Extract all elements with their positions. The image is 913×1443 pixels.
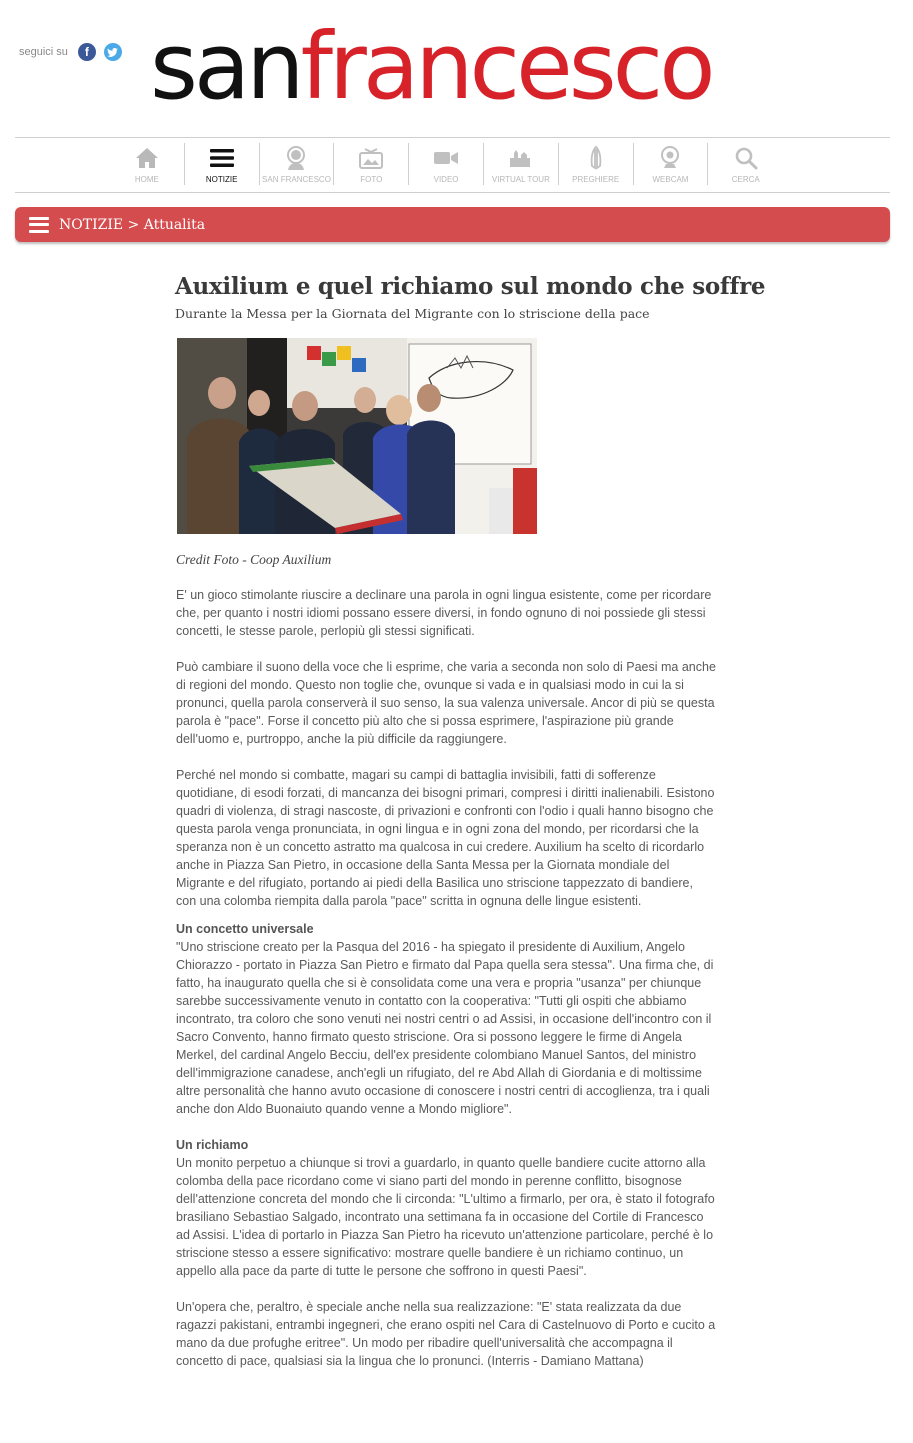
logo-part-san: san [150,13,301,120]
photo-icon [359,146,383,170]
nav-label-home: HOME [134,175,159,184]
nav-item-cerca[interactable] [708,143,783,185]
webcam-icon [659,146,681,170]
follow-label: seguici su [19,46,68,58]
article-paragraph: Un'opera che, peraltro, è speciale anche nella sua realizzazione: "E' stata realizzata da due ragazzi pakistani, entrambi ingegneri, che erano ospiti nel Cara di Castelnuovo di Porto e cucito a mano da due profughe eritree". Un modo per ribadire quell'universalità che accompagna il concetto di pace, qualsiasi sia la lingua che lo pronunci. (Interris - Damiano Mattana) [176,1300,716,1368]
nav-item-notizie[interactable] [185,143,260,185]
photo-credit: Credit Foto - Coop Auxilium [176,552,332,567]
page-title: Auxilium e quel richiamo sul mondo che soffre [175,273,766,300]
breadcrumb-bar [15,207,890,242]
nav-item-video[interactable] [409,143,484,185]
main-nav [110,143,783,185]
video-icon [433,146,459,170]
twitter-icon[interactable] [104,43,122,61]
article-paragraph: "Uno striscione creato per la Pasqua del 2016 - ha spiegato il presidente di Auxilium, Angelo Chiorazzo - portato in Piazza San Pietro e firmato dal Papa quella sera stessa". Una firma che, di fatto, ha inaugurato quella che si è consolidata come una vera e propria "usanza" per chiunque sarebbe successivamente venuto in contatto con la cooperativa: "Tutti gli ospiti che abbiamo incontrato, tra coloro che sono venuti nei nostri centri o ad Assisi, in occasione dell'incontro con il Sacro Convento, hanno firmato questo striscione. Ora si possono leggere le firme di Angela Merkel, del cardinal Angelo Becciu, dell'ex presidente colombiano Manuel Santos, del ministro dell'immigrazione canadese, anch'egli un rifugiato, del re Abd Allah di Giordania e di moltissime altre personalità che hanno avuto occasione di conoscere i nostri centri di accoglienza, tra i quali anche don Aldo Buonaiuto quando venne a Mondo migliore". [176,940,714,1116]
prayer-icon [586,146,606,170]
nav-label-video: VIDEO [433,175,459,184]
menu-icon [209,146,235,170]
article-paragraph: E' un gioco stimolante riuscire a declinare una parola in ogni lingua esistente, come per ricordare che, per quanto i nostri idiomi possano essere diversi, in fondo ognuno di noi possiede gli stessi concetti, le stesse parole, perlopiù gli stessi significati. [176,588,712,638]
article-header [175,270,766,321]
facebook-icon[interactable]: f [78,43,96,61]
site-logo[interactable] [150,12,712,122]
article-photo [177,338,537,534]
nav-item-home[interactable] [110,143,185,185]
nav-item-virtual-tour[interactable] [484,143,559,185]
header-divider-top [15,137,890,138]
nav-item-san-francesco[interactable] [260,143,335,185]
saint-icon [285,146,307,170]
social-follow [19,43,130,61]
article-paragraph: Può cambiare il suono della voce che li esprime, che varia a seconda non solo di Paesi ma anche di regioni del mondo. Questo non toglie che, ovunque si vada e in qualsiasi modo in cui la si pronunci, quella parola conserverà il suo senso, la sua valenza universale. Ancor di più se questa parola è "pace". Forse il concetto più alto che si possa esprimere, l'aspirazione più grande dell'uomo e, purtroppo, anche la più difficile da raggiungere. [176,660,716,746]
nav-item-webcam[interactable] [634,143,709,185]
article-paragraph: Perché nel mondo si combatte, magari su campi di battaglia invisibili, fatti di sofferenze quotidiane, di esodi forzati, di mancanza dei bisogni primari, compresi i diritti inalienabili. Esistono quadri di violenza, di stragi nascoste, di privazioni e confronti con l'odio i quali hanno bisogno che questa parola venga pronunciata, in ogni lingua e in ogni zona del mondo, per ricordarsi che la speranza non è un concetto astratto ma qualcosa in cui credere. Auxilium ha scelto di ricordarlo anche in Piazza San Pietro, in occasione della Santa Messa per la Giornata mondiale del Migrante e del rifugiato, portando ai piedi della Basilica uno striscione tappezzato di bandiere, con una colomba riempita dalla parola "pace" scritta in ognuna delle lingue esistenti. [176,768,715,908]
section-heading: Un concetto universale [176,922,314,936]
search-icon [734,146,758,170]
nav-label-cerca: CERCA [731,175,760,184]
article-paragraph: Un monito perpetuo a chiunque si trovi a guardarlo, in quanto quelle bandiere cucite attorno alla colomba della pace ricordano come vi siano parti del mondo in perenne conflitto, bisognose dell'attenzione concreta del mondo che li circonda: "L'ultimo a firmarlo, per ora, è stato il fotografo brasiliano Sebastiao Salgado, incontrato una settimana fa in occasione del Cortile di Francesco ad Assisi. L'idea di portarlo in Piazza San Pietro ha ricevuto un'attenzione particolare, perché è lo striscione stesso a essere significativo: mostrare quelle bandiere è un richiamo continuo, un appello alla pace da parte di tutte le persone che soffrono in questi Paesi". [176,1156,715,1278]
logo-part-francesco: francesco [300,13,712,120]
nav-label-preghiere: PREGHIERE [572,175,620,184]
article-body [176,586,716,1388]
nav-label-san-francesco: SAN FRANCESCO [262,175,331,184]
nav-item-preghiere[interactable] [559,143,634,185]
section-heading: Un richiamo [176,1138,249,1152]
home-icon [135,146,159,170]
basilica-icon [508,146,534,170]
breadcrumb[interactable]: NOTIZIE > Attualita [59,216,206,233]
hamburger-menu-icon[interactable] [29,217,49,233]
nav-label-webcam: WEBCAM [652,175,689,184]
nav-label-foto: FOTO [360,175,383,184]
article-subtitle: Durante la Messa per la Giornata del Migrante con lo striscione della pace [175,306,650,321]
header-divider-bottom [15,192,890,193]
nav-label-virtual-tour: VIRTUAL TOUR [491,175,550,184]
nav-label-notizie: NOTIZIE [205,175,238,184]
nav-item-foto[interactable] [334,143,409,185]
